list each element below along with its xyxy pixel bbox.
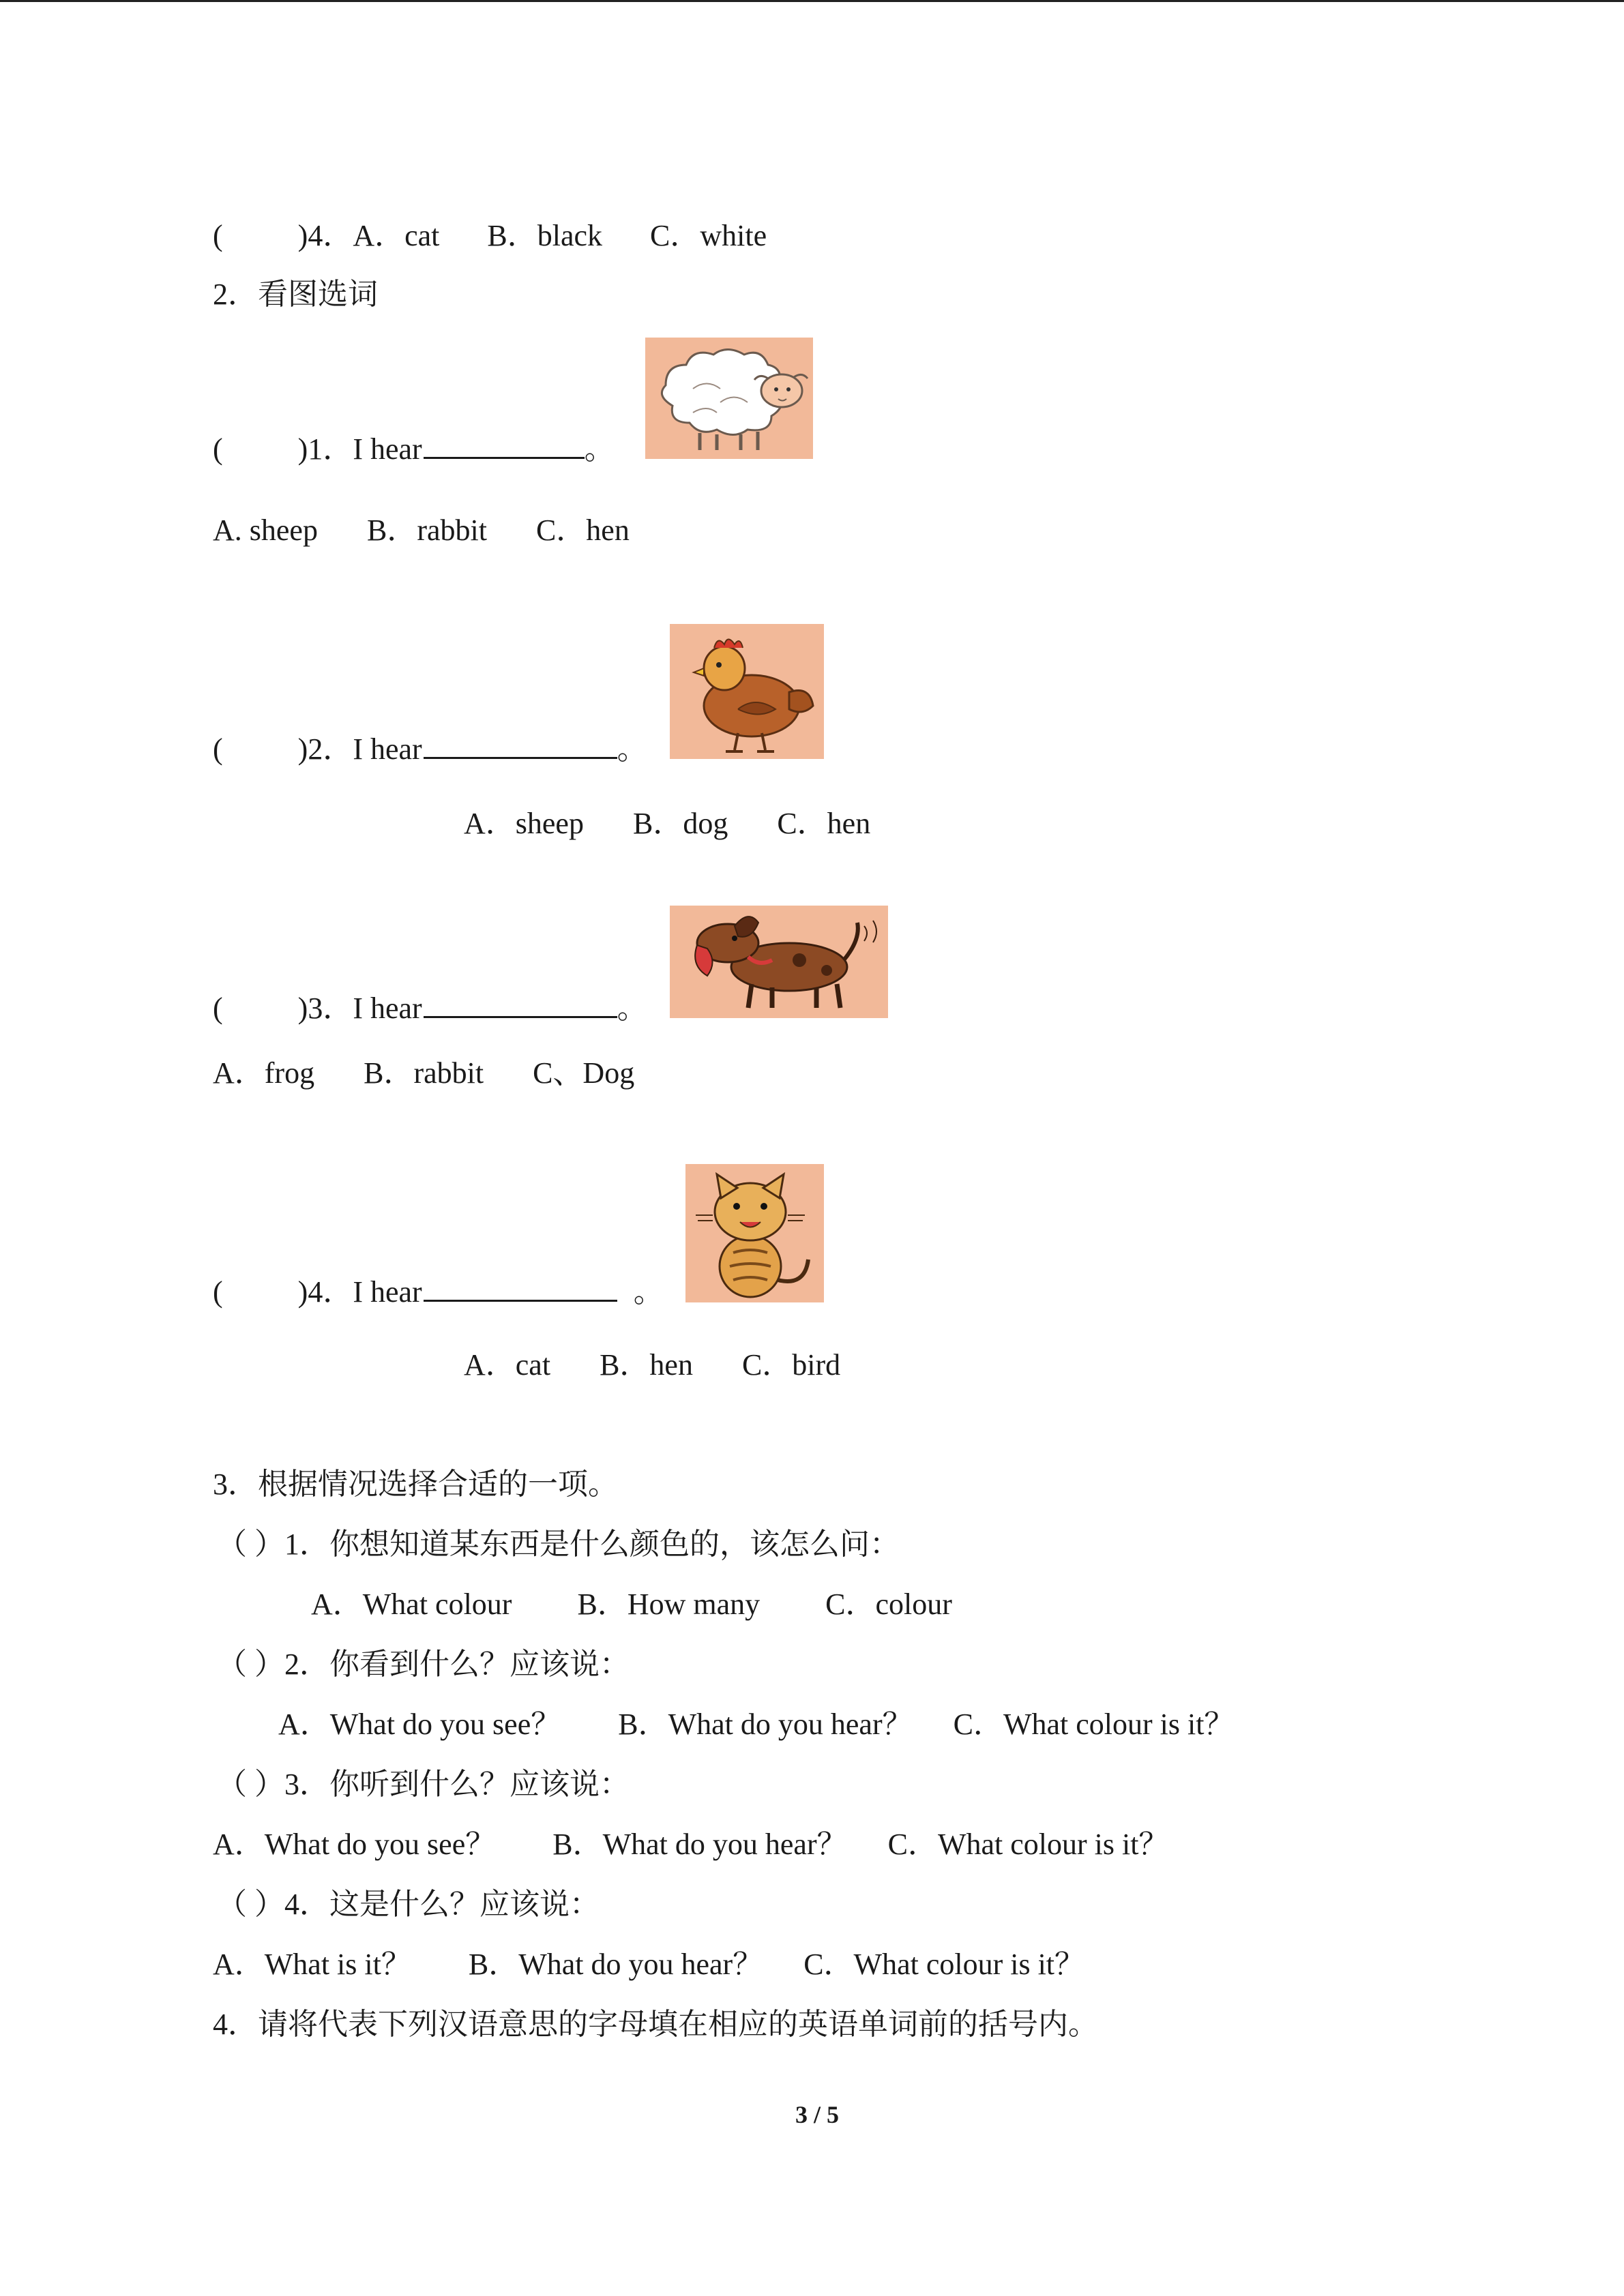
s3-item-2-prompt: （ ）2．你看到什么？应该说： bbox=[217, 1648, 630, 1681]
s2-item-1-options bbox=[213, 511, 630, 550]
s3-item-4-options bbox=[213, 1945, 1084, 1984]
option-c: C．hen bbox=[777, 807, 871, 840]
option-b: B．black bbox=[487, 219, 603, 252]
q1-item-4: ( )4．A．cat B．black C．white bbox=[213, 219, 767, 252]
option-c: C．white bbox=[650, 219, 767, 252]
answer-blank[interactable] bbox=[424, 989, 617, 1018]
s3-item-4-prompt: （ ）4．这是什么？应该说： bbox=[217, 1888, 600, 1921]
option-c: C．colour bbox=[825, 1587, 952, 1621]
s2-item-2-options bbox=[464, 805, 870, 843]
option-b: B．rabbit bbox=[364, 1056, 484, 1090]
option-b: B．rabbit bbox=[366, 513, 487, 547]
sheep-icon bbox=[645, 338, 813, 459]
cat-icon bbox=[685, 1164, 824, 1302]
dog-icon bbox=[670, 906, 888, 1018]
hen-icon bbox=[670, 624, 824, 759]
option-c: C．What colour is it？ bbox=[953, 1708, 1235, 1741]
section-2-title: 2．看图选词 bbox=[213, 278, 378, 311]
answer-blank[interactable] bbox=[424, 730, 617, 759]
option-c: C．What colour is it？ bbox=[887, 1828, 1169, 1861]
option-c: C、Dog bbox=[533, 1056, 635, 1090]
option-b: B．What do you hear？ bbox=[552, 1828, 847, 1861]
section-3-title: 3．根据情况选择合适的一项。 bbox=[213, 1467, 618, 1501]
answer-blank[interactable] bbox=[424, 1272, 617, 1302]
section-4-title: 4．请将代表下列汉语意思的字母填在相应的英语单词前的括号内。 bbox=[213, 2008, 1098, 2041]
option-a: A．What do you see？ bbox=[213, 1828, 496, 1861]
option-a: A．What do you see？ bbox=[278, 1708, 561, 1741]
option-a: A．What is it？ bbox=[213, 1948, 411, 1981]
option-b: B．What do you hear？ bbox=[468, 1948, 763, 1981]
s2-item-1: ( )1．I hear 。 bbox=[213, 430, 615, 468]
s2-item-2: ( )2．I hear 。 bbox=[213, 730, 647, 769]
option-b: B．dog bbox=[632, 807, 728, 840]
s2-item-4-options bbox=[464, 1346, 840, 1384]
s3-item-3-prompt: （ ）3．你听到什么？应该说： bbox=[217, 1768, 630, 1801]
option-b: B．How many bbox=[577, 1587, 761, 1621]
answer-blank[interactable] bbox=[424, 430, 585, 459]
s2-item-4: ( )4．I hear 。 bbox=[213, 1272, 664, 1311]
option-a: A．cat bbox=[353, 219, 440, 252]
option-a: A. sheep bbox=[213, 513, 318, 547]
option-c: C．hen bbox=[535, 513, 630, 547]
s3-item-1-options bbox=[311, 1585, 952, 1624]
option-b: B．hen bbox=[600, 1348, 693, 1382]
option-c: C．bird bbox=[741, 1348, 841, 1382]
s3-item-2-options bbox=[278, 1705, 1234, 1744]
s2-item-3: ( )3．I hear 。 bbox=[213, 989, 647, 1028]
option-b: B．What do you hear？ bbox=[618, 1708, 913, 1741]
answer-paren: ( bbox=[213, 219, 223, 252]
s3-item-1-prompt: （ ）1．你想知道某东西是什么颜色的，该怎么问： bbox=[217, 1527, 900, 1561]
top-border bbox=[0, 0, 1624, 2]
option-a: A．sheep bbox=[464, 807, 584, 840]
s3-item-3-options bbox=[213, 1825, 1168, 1864]
option-a: A．frog bbox=[213, 1056, 315, 1090]
option-a: A．What colour bbox=[311, 1587, 512, 1621]
option-c: C．What colour is it？ bbox=[803, 1948, 1085, 1981]
page-number: 3 / 5 bbox=[795, 2101, 840, 2128]
s2-item-3-options bbox=[213, 1054, 634, 1092]
option-a: A．cat bbox=[464, 1348, 551, 1382]
